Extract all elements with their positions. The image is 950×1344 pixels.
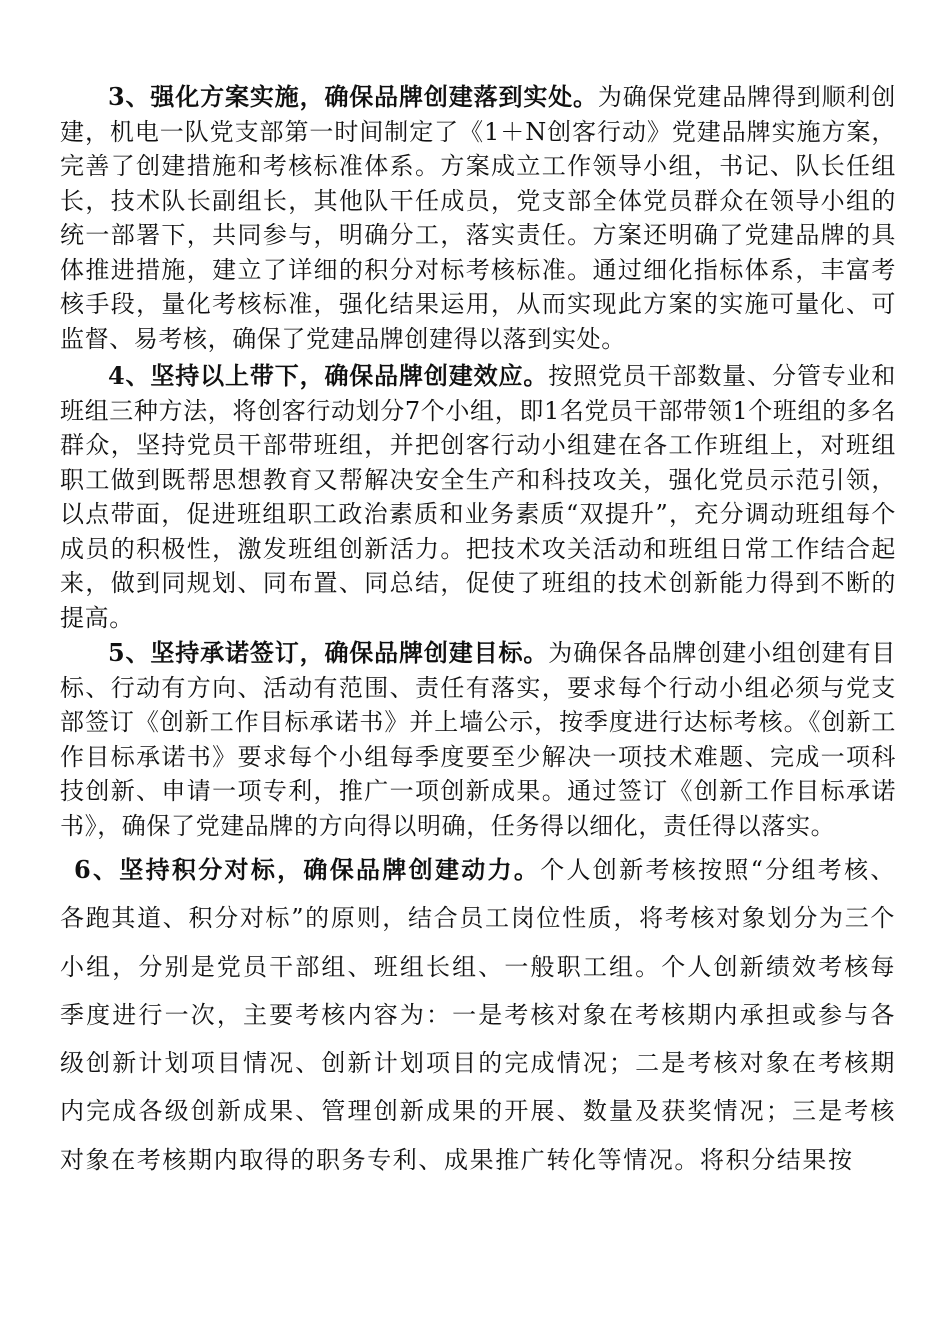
paragraph-5-body: 为确保各品牌创建小组创建有目标、行动有方向、活动有范围、责任有落实，要求每个行动小组必须与党支部签订《创新工作目标承诺书》并上墙公示，按季度进行达标考核。《创新工作目标承诺书》要求每个小组每季度要至少解决一项技术难题、完成一项科技创新、申请一项专利，推广一项创新成果。通过签订《创新工作目标承诺书》，确保了党建品牌的方向得以明确，任务得以细化，责任得以落实。 [60,639,896,840]
paragraph-5-heading: 5、坚持承诺签订，确保品牌创建目标。 [108,638,549,667]
paragraph-4-body: 按照党员干部数量、分管专业和班组三种方法，将创客行动划分7个小组，即1名党员干部带领1个班组的多名群众，坚持党员干部带班组，并把创客行动小组建在各工作班组上，对班组职工做到既帮思想教育又帮解决安全生产和科技攻关，强化党员示范引领，以点带面，促进班组职工政治素质和业务素质“双提升”，充分调动班组每个成员的积极性，激发班组创新活力。把技术攻关活动和班组日常工作结合起来，做到同规划、同布置、同总结，促使了班组的技术创新能力得到不断的提高。 [60,362,896,632]
paragraph-3-body: 为确保党建品牌得到顺利创建，机电一队党支部第一时间制定了《1＋N创客行动》党建品牌实施方案，完善了创建措施和考核标准体系。方案成立工作领导小组，书记、队长任组长，技术队长副组长，其他队干任成员，党支部全体党员群众在领导小组的统一部署下，共同参与，明确分工，落实责任。方案还明确了党建品牌的具体推进措施，建立了详细的积分对标考核标准。通过细化指标体系，丰富考核手段，量化考核标准，强化结果运用，从而实现此方案的实施可量化、可监督、易考核，确保了党建品牌创建得以落到实处。 [60,83,896,353]
paragraph-6-body: 个人创新考核按照“分组考核、各跑其道、积分对标”的原则，结合员工岗位性质，将考核对象划分为三个小组，分别是党员干部组、班组长组、一般职工组。个人创新绩效考核每季度进行一次，主要考核内容为：一是考核对象在考核期内承担或参与各级创新计划项目情况、创新计划项目的完成情况；二是考核对象在考核期内完成各级创新成果、管理创新成果的开展、数量及获奖情况；三是考核对象在考核期内取得的职务专利、成果推广转化等情况。将积分结果按 [60,856,897,1174]
paragraph-3 [60,80,896,356]
paragraph-4-heading: 4、坚持以上带下，确保品牌创建效应。 [108,361,549,390]
paragraph-3-heading: 3、强化方案实施，确保品牌创建落到实处。 [108,82,598,111]
paragraph-5 [60,636,896,843]
paragraph-4 [60,359,896,635]
paragraph-6 [60,846,896,1184]
paragraph-6-heading: 6、坚持积分对标，确保品牌创建动力。 [74,855,541,884]
